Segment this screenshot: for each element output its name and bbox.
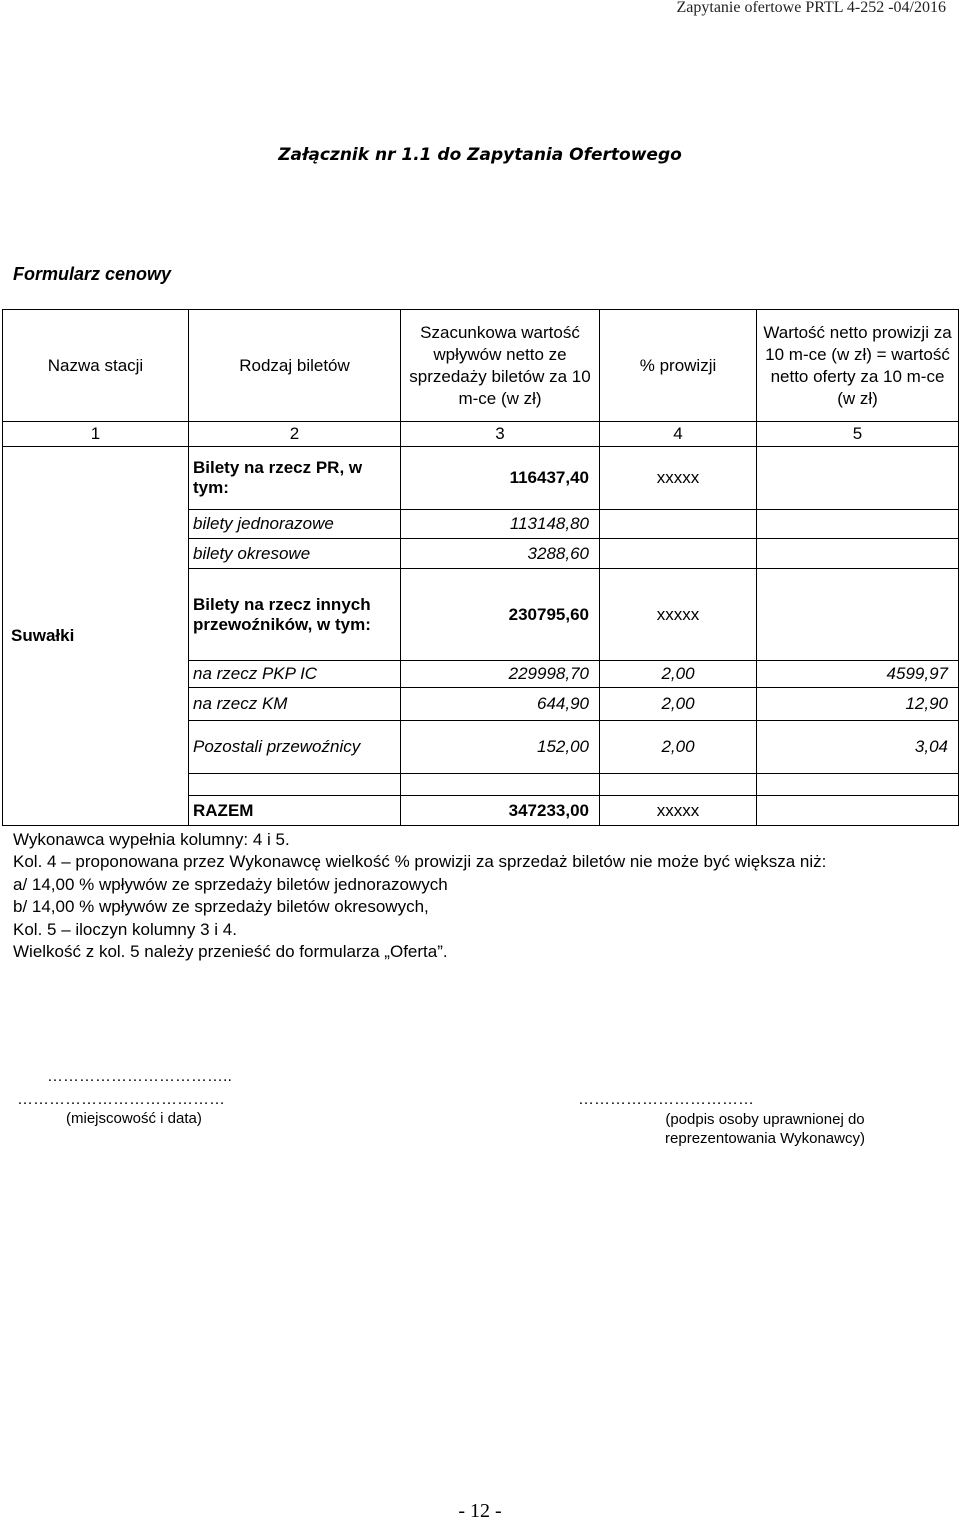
column-number-row [3, 422, 959, 447]
col-header-commission-pct: % prowizji [600, 310, 757, 422]
net-commission [757, 510, 959, 539]
commission-pct: xxxxx [600, 569, 757, 661]
place-date-dots: ………………………………… [17, 1091, 225, 1108]
station-name: Suwałki [3, 447, 189, 826]
net-commission [757, 447, 959, 510]
ticket-type: Bilety na rzecz PR, w tym: [189, 447, 401, 510]
estimated-value: 113148,80 [401, 510, 600, 539]
col-header-net-commission: Wartość netto prowizji za 10 m-ce (w zł) = wartość netto oferty za 10 m-ce (w zł) [757, 310, 959, 422]
document-reference-header: Zapytanie ofertowe PRTL 4-252 -04/2016 [676, 0, 946, 16]
price-form-table [2, 309, 959, 826]
signature-dots: …………………………… [578, 1091, 754, 1108]
ticket-type: RAZEM [189, 796, 401, 826]
estimated-value: 229998,70 [401, 661, 600, 688]
annex-title: Załącznik nr 1.1 do Zapytania Ofertowego [278, 145, 682, 165]
ticket-type: na rzecz KM [189, 688, 401, 721]
net-commission [757, 774, 959, 796]
note-line: Kol. 5 – iloczyn kolumny 3 i 4. [13, 919, 237, 939]
col-header-estimated-value: Szacunkowa wartość wpływów netto ze sprzedaży biletów za 10 m-ce (w zł) [401, 310, 600, 422]
note-line: Wykonawca wypełnia kolumny: 4 i 5. [13, 830, 290, 849]
note-line: Kol. 4 – proponowana przez Wykonawcę wielkość % prowizji za sprzedaż biletów nie może być większa niż: [13, 852, 827, 872]
estimated-value: 347233,00 [401, 796, 600, 826]
estimated-value: 3288,60 [401, 539, 600, 569]
commission-pct: 2,00 [600, 661, 757, 688]
ticket-type: bilety okresowe [189, 539, 401, 569]
estimated-value: 152,00 [401, 721, 600, 774]
commission-pct: 2,00 [600, 688, 757, 721]
net-commission: 3,04 [757, 721, 959, 774]
col-number: 4 [600, 422, 757, 447]
note-line: b/ 14,00 % wpływów ze sprzedaży biletów okresowych, [13, 897, 429, 917]
net-commission [757, 569, 959, 661]
note-line: Wielkość z kol. 5 należy przenieść do formularza „Oferta”. [13, 942, 448, 962]
estimated-value: 116437,40 [401, 447, 600, 510]
col-number: 3 [401, 422, 600, 447]
col-number: 5 [757, 422, 959, 447]
note-line: a/ 14,00 % wpływów ze sprzedaży biletów jednorazowych [13, 874, 448, 894]
ticket-type: na rzecz PKP IC [189, 661, 401, 688]
estimated-value: 230795,60 [401, 569, 600, 661]
ticket-type: Pozostali przewoźnicy [189, 721, 401, 774]
ticket-type: Bilety na rzecz innych przewoźników, w tym: [189, 569, 401, 661]
signature-label: (podpis osoby uprawnionej do reprezentowania Wykonawcy) [665, 1111, 865, 1147]
commission-pct [600, 510, 757, 539]
net-commission [757, 796, 959, 826]
net-commission: 12,90 [757, 688, 959, 721]
ticket-type: bilety jednorazowe [189, 510, 401, 539]
form-title: Formularz cenowy [13, 264, 172, 284]
table-header-row [3, 310, 959, 422]
estimated-value [401, 774, 600, 796]
commission-pct [600, 774, 757, 796]
col-number: 2 [189, 422, 401, 447]
signature-dots-top: …………………………….. [47, 1068, 232, 1085]
ticket-type [189, 774, 401, 796]
col-number: 1 [3, 422, 189, 447]
commission-pct: 2,00 [600, 721, 757, 774]
instructions [13, 829, 953, 963]
commission-pct [600, 539, 757, 569]
place-date-label: (miejscowość i data) [66, 1110, 202, 1127]
estimated-value: 644,90 [401, 688, 600, 721]
col-header-station: Nazwa stacji [3, 310, 189, 422]
page-number: - 12 - [458, 1500, 502, 1522]
net-commission [757, 539, 959, 569]
net-commission: 4599,97 [757, 661, 959, 688]
commission-pct: xxxxx [600, 796, 757, 826]
commission-pct: xxxxx [600, 447, 757, 510]
col-header-ticket-type: Rodzaj biletów [189, 310, 401, 422]
table-row [3, 447, 959, 510]
